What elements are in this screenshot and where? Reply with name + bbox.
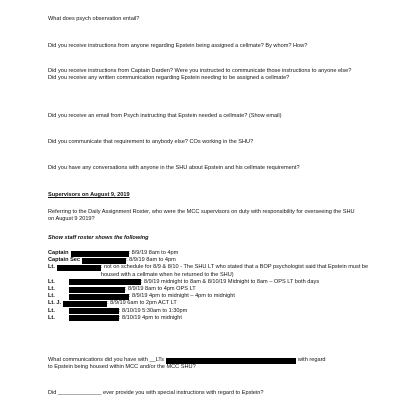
roster-row (48, 257, 378, 264)
roster-name: Captain Sec (48, 257, 81, 264)
roster-name: Lt. (48, 286, 55, 293)
question-captain-darden: Did you receive instructions from Captain Darden? Were you instructed to communicate those instructions to anyone else? Did you receive any written communication regarding Epstein needing to be assigned a cellmate? (48, 68, 352, 82)
roster-name: Lt. (48, 264, 55, 271)
staff-roster (48, 250, 378, 322)
communications-line-2: to Epstein being housed within MCC and/or the MCC SHU? (48, 364, 196, 371)
roster-entry: : 8/9/19 midnight to 8am & 8/10/19 Midnight to 8am – OPS LT both days (140, 278, 320, 285)
redaction-block (57, 265, 101, 271)
question-psych-observation: What does psych observation entail? (48, 16, 140, 22)
roster-name: Captain (48, 250, 69, 256)
redaction-block (63, 301, 107, 307)
roster-name: Lt. (48, 293, 55, 300)
roster-row (48, 315, 378, 322)
redaction-block (166, 358, 296, 364)
redaction-block (69, 279, 141, 285)
roster-row (48, 293, 378, 300)
roster-name: Lt. (48, 314, 55, 321)
communications-suffix: with regard (297, 357, 326, 363)
roster-entry: : 8/10/19 4pm to midnight (118, 314, 182, 321)
roster-entry: : 8/9/19 8am to 4pm OPS LT (124, 286, 196, 293)
redaction-block (69, 287, 125, 293)
redaction-block (71, 251, 129, 257)
communications-question (48, 357, 360, 371)
roster-entry: : 8/9/19 4pm to midnight – 4pm to midnight (128, 293, 235, 300)
redaction-block (69, 315, 119, 321)
roster-row (48, 279, 378, 286)
communications-line (48, 357, 360, 364)
roster-entry: : 8/10/19 5:30am to 1:30pm (118, 307, 188, 314)
supervisors-heading: Supervisors on August 9, 2019 (48, 192, 130, 198)
supervisors-intro: Referring to the Daily Assignment Roster, who were the MCC supervisors on duty with responsibility for overseeing the SHU on August 9 2019? (48, 209, 355, 223)
roster-row (48, 286, 378, 293)
roster-name: Lt. (48, 307, 55, 314)
roster-heading: Show staff roster shows the following (48, 235, 149, 241)
roster-name: Lt. (48, 278, 55, 285)
redaction-block (69, 308, 119, 314)
redaction-block (82, 258, 126, 264)
roster-row (48, 264, 378, 278)
redaction-block (69, 294, 129, 300)
roster-row (48, 308, 378, 315)
roster-entry: : not on schedule for 8/9 & 8/10 - The SHU LT who stated that a BOP psychologist said that Epstein must be housed with a cellmate when he returned to the SHU) (100, 264, 369, 278)
roster-entry: : 8/9/19 8am to 4pm (126, 257, 176, 264)
question-communicate-requirement: Did you communicate that requirement to anybody else? COs working in the SHU? (48, 139, 254, 145)
roster-name: Lt. J. (48, 300, 62, 307)
roster-entry: : 8/9/19 8am to 4pm (128, 250, 179, 256)
roster-entry: : 8/9/19 6am to 2pm ACT LT (107, 300, 177, 307)
question-cellmate-instructions: Did you receive instructions from anyone regarding Epstein being assigned a cellmate? By whom? How? (48, 43, 308, 49)
question-special-instructions: Did ______________ ever provide you with special instructions with regard to Epstein? (48, 390, 264, 396)
roster-row (48, 250, 378, 257)
communications-prefix: What communications did you have with __LTs (48, 357, 164, 363)
question-shu-conversations: Did you have any conversations with anyone in the SHU about Epstein and his cellmate requirement? (48, 165, 300, 171)
roster-row (48, 300, 378, 307)
question-psych-email: Did you receive an email from Psych instructing that Epstein needed a cellmate? (Show email) (48, 113, 282, 119)
